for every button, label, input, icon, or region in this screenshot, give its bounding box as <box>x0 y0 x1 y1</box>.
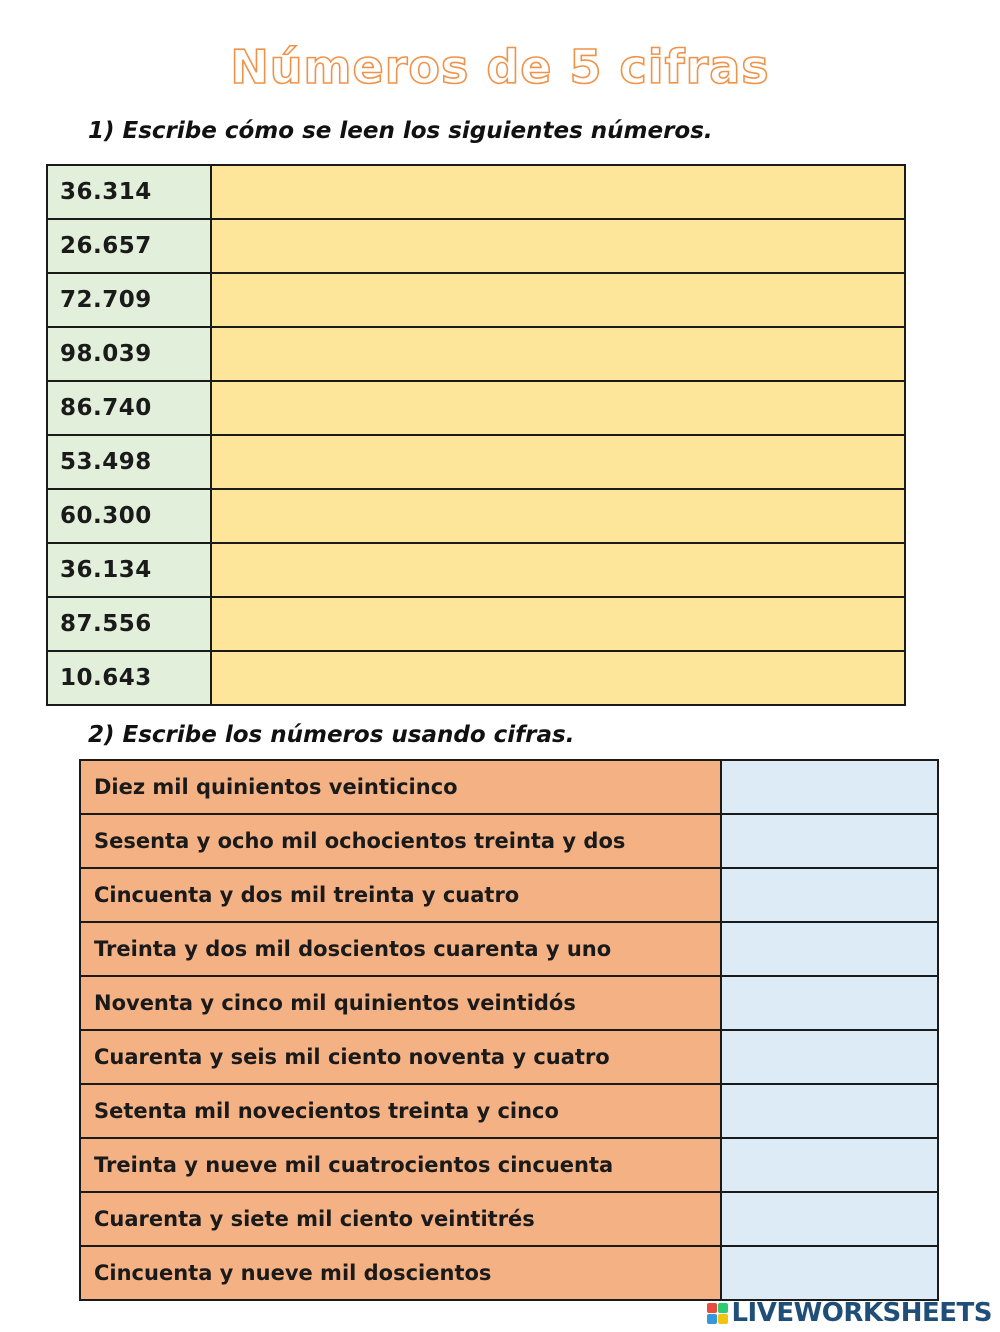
phrase-cell: Treinta y nueve mil cuatrocientos cincuenta <box>80 1138 721 1192</box>
table-row <box>47 381 905 435</box>
table-row <box>80 1246 938 1300</box>
liveworksheets-brand <box>707 1298 992 1328</box>
number-cell: 26.657 <box>47 219 211 273</box>
number-cell: 53.498 <box>47 435 211 489</box>
answer-field[interactable] <box>721 922 938 976</box>
answer-field[interactable] <box>211 327 905 381</box>
answer-field[interactable] <box>721 1192 938 1246</box>
number-cell: 60.300 <box>47 489 211 543</box>
instruction-1: 1) Escribe cómo se leen los siguientes números. <box>88 118 713 144</box>
answer-field[interactable] <box>211 597 905 651</box>
words-to-numbers-table <box>79 759 939 1301</box>
answer-field[interactable] <box>721 1246 938 1300</box>
table-row <box>47 543 905 597</box>
table-row <box>47 219 905 273</box>
table-row <box>47 489 905 543</box>
table-row <box>47 273 905 327</box>
answer-field[interactable] <box>211 489 905 543</box>
number-cell: 87.556 <box>47 597 211 651</box>
number-cell: 36.134 <box>47 543 211 597</box>
phrase-cell: Diez mil quinientos veinticinco <box>80 760 721 814</box>
table-row <box>47 165 905 219</box>
answer-field[interactable] <box>721 1084 938 1138</box>
answer-field[interactable] <box>211 165 905 219</box>
table-row <box>47 435 905 489</box>
answer-field[interactable] <box>721 814 938 868</box>
answer-field[interactable] <box>211 651 905 705</box>
phrase-cell: Sesenta y ocho mil ochocientos treinta y dos <box>80 814 721 868</box>
instruction-2: 2) Escribe los números usando cifras. <box>88 722 575 748</box>
brand-name: LIVEWORKSHEETS <box>731 1298 992 1328</box>
table-row <box>80 1192 938 1246</box>
page-title: Números de 5 cifras <box>230 40 770 94</box>
table-row <box>47 651 905 705</box>
table-row <box>80 760 938 814</box>
answer-field[interactable] <box>211 381 905 435</box>
table-row <box>80 1030 938 1084</box>
answer-field[interactable] <box>211 219 905 273</box>
phrase-cell: Noventa y cinco mil quinientos veintidós <box>80 976 721 1030</box>
answer-field[interactable] <box>721 760 938 814</box>
answer-field[interactable] <box>721 976 938 1030</box>
number-cell: 10.643 <box>47 651 211 705</box>
table-row <box>80 976 938 1030</box>
number-cell: 86.740 <box>47 381 211 435</box>
answer-field[interactable] <box>211 273 905 327</box>
table-row <box>47 597 905 651</box>
phrase-cell: Cuarenta y seis mil ciento noventa y cuatro <box>80 1030 721 1084</box>
answer-field[interactable] <box>721 1030 938 1084</box>
answer-field[interactable] <box>721 1138 938 1192</box>
number-cell: 98.039 <box>47 327 211 381</box>
phrase-cell: Cuarenta y siete mil ciento veintitrés <box>80 1192 721 1246</box>
table-row <box>80 868 938 922</box>
answer-field[interactable] <box>211 543 905 597</box>
phrase-cell: Setenta mil novecientos treinta y cinco <box>80 1084 721 1138</box>
table-row <box>80 1138 938 1192</box>
answer-field[interactable] <box>211 435 905 489</box>
phrase-cell: Treinta y dos mil doscientos cuarenta y uno <box>80 922 721 976</box>
table-row <box>80 922 938 976</box>
table-row <box>80 1084 938 1138</box>
answer-field[interactable] <box>721 868 938 922</box>
numbers-to-words-table <box>46 164 906 706</box>
table-row <box>80 814 938 868</box>
phrase-cell: Cincuenta y dos mil treinta y cuatro <box>80 868 721 922</box>
number-cell: 72.709 <box>47 273 211 327</box>
phrase-cell: Cincuenta y nueve mil doscientos <box>80 1246 721 1300</box>
table-row <box>47 327 905 381</box>
number-cell: 36.314 <box>47 165 211 219</box>
liveworksheets-logo-icon <box>707 1303 728 1324</box>
